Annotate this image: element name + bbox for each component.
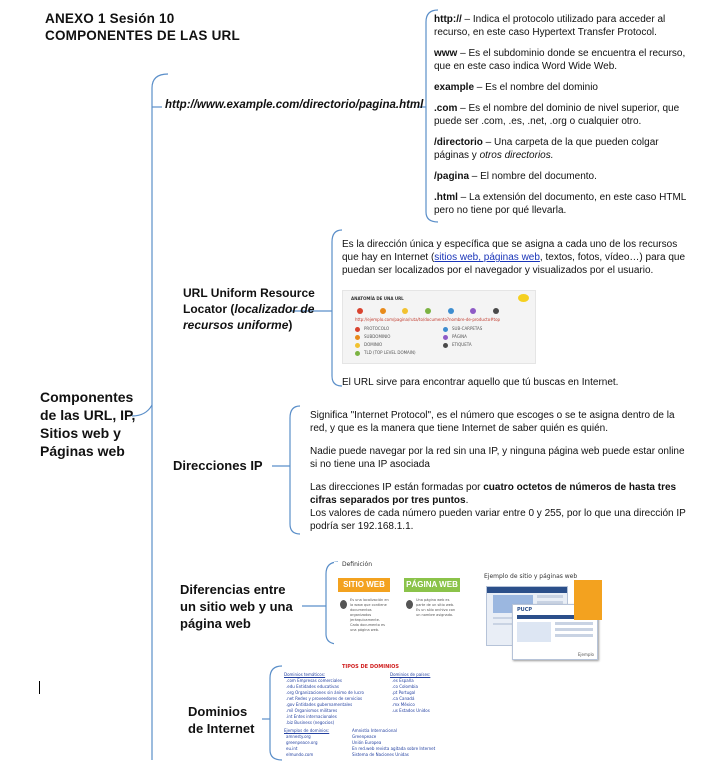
- url-anatomy-legend-left: [355, 326, 416, 356]
- dot-icon: [402, 308, 408, 314]
- url-desc-text: , textos, fotos, vídeo…) para que puedan ser localizados por el navegador y visualizados por el usuario.: [342, 252, 685, 276]
- url-part-item: [434, 47, 692, 73]
- legend-label: SUB-CARPETAS: [452, 326, 483, 331]
- ip-desc-text: .: [465, 495, 469, 506]
- title-line-2: COMPONENTES DE LAS URL: [45, 28, 240, 43]
- ip-desc-paragraph: [310, 481, 690, 507]
- document-title: [45, 10, 240, 44]
- dot-icon: [448, 308, 454, 314]
- examples-right: [352, 728, 470, 758]
- country-item: .pt Portugal: [392, 690, 416, 695]
- url-node-italic: localizador de: [234, 302, 315, 316]
- url-part-text: – Una carpeta de la que pueden colgar páginas y: [434, 137, 659, 161]
- generic-item: .edu Entidades educativas: [286, 684, 339, 689]
- generic-item: .com Empresas comerciales: [286, 678, 342, 683]
- example-domain: amnesty.org: [286, 734, 311, 739]
- dom-bracket: [270, 666, 282, 760]
- examples-left: [286, 734, 346, 758]
- text-cursor: [39, 681, 40, 694]
- url-part-text: – Es el subdominio donde se encuentra el recurso, que en este caso indica Word Wide Web.: [434, 48, 686, 72]
- url-part-text: – Es el nombre del dominio de nivel superior, que puede ser .com, .es, .net, .org o cualquier otro.: [434, 103, 680, 127]
- main-topic-line: Páginas web: [40, 443, 125, 459]
- url-anatomy-badge: [518, 294, 529, 302]
- url-description: [342, 238, 687, 277]
- ip-desc-paragraph: Nadie puede navegar por la red sin una IP, y ninguna página web puede estar online si no tiene una IP asociada: [310, 446, 685, 470]
- legend-label: TLD (TOP LEVEL DOMAIN): [364, 350, 416, 355]
- diff-node-line: página web: [180, 616, 251, 631]
- example-owner: Amnistía Internacional: [352, 728, 397, 733]
- dot-icon: [470, 308, 476, 314]
- generic-item: .int Entes internacionales: [286, 714, 337, 719]
- ip-description: [310, 409, 690, 533]
- dom-node-line: Dominios: [188, 704, 248, 719]
- generic-item: .gov Entidades gubernamentales: [286, 702, 353, 707]
- url-part-item: [434, 191, 692, 217]
- dot-icon: [493, 308, 499, 314]
- country-item: .es España: [392, 678, 414, 683]
- diff-node-line: Diferencias entre: [180, 582, 286, 597]
- url-desc-text: Es la dirección única y específica que se asigna a cada uno de los recursos que hay en Internet (: [342, 239, 678, 263]
- example-brand: PUCP: [517, 607, 533, 613]
- generic-item: .mil Organismos militares: [286, 708, 338, 713]
- url-part-text: – La extensión del documento, en este caso HTML pero no tiene por qué llevarla.: [434, 192, 686, 216]
- dot-icon: [425, 308, 431, 314]
- url-anatomy-sample: http://ejemplo.com/pagina/ruta/to/documento?nombre-de-producto#top: [355, 317, 501, 322]
- country-item: .co Colombia: [392, 684, 418, 689]
- url-part-term: .html: [434, 192, 458, 203]
- country-list: [392, 678, 470, 714]
- example-domain: eu.int: [286, 746, 298, 751]
- examples-title: Ejemplos de dominios:: [284, 728, 330, 733]
- person-icon: [340, 600, 347, 609]
- generic-title: Dominios temáticos:: [284, 672, 326, 677]
- title-line-1: ANEXO 1 Sesión 10: [45, 11, 175, 26]
- main-topic-line: Componentes: [40, 389, 134, 405]
- example-domain: elmundo.com: [286, 752, 314, 757]
- url-part-text: – Indica el protocolo utilizado para acceder al recurso, en este caso Hypertext Transfer Protocol.: [434, 14, 666, 38]
- diff-node-line: un sitio web y una: [180, 599, 293, 614]
- dom-node-line: de Internet: [188, 721, 255, 736]
- url-node-italic: recursos uniforme: [183, 318, 289, 332]
- ip-desc-paragraph: Los valores de cada número pueden variar entre 0 y 255, por lo que una dirección IP podría ser 192.168.1.1.: [310, 508, 686, 532]
- url-node-bracket: [332, 230, 342, 386]
- country-item: .ca Canadá: [392, 696, 415, 701]
- example-title: Ejemplo de sitio y páginas web: [484, 573, 578, 580]
- main-topic-line: Sitios web y: [40, 425, 121, 441]
- url-anatomy-title: ANATOMÍA DE UNA URL: [351, 296, 404, 301]
- example-footer: Ejemplo: [577, 652, 594, 657]
- url-part-italic: otros directorios.: [479, 150, 554, 161]
- url-node-label: [183, 285, 315, 333]
- ip-desc-text: Las direcciones IP están formadas por: [310, 482, 484, 493]
- url-anatomy-image: [342, 290, 536, 364]
- legend-label: ETIQUETA: [452, 342, 472, 347]
- dot-icon: [357, 308, 363, 314]
- example-owner: Greenpeace: [352, 734, 377, 739]
- dom-node-label: [188, 703, 254, 737]
- main-topic-line: de las URL, IP,: [40, 407, 136, 423]
- legend-label: SUBDOMINIO: [364, 334, 391, 339]
- definition-heading: Definición: [342, 561, 372, 568]
- url-part-item: [434, 170, 692, 183]
- url-node-line: URL Uniform Resource: [183, 286, 315, 300]
- url-part-item: [434, 81, 692, 94]
- url-part-term: http://: [434, 14, 462, 25]
- generic-item: .org Organizaciones sin ánimo de lucro: [286, 690, 364, 695]
- url-part-item: [434, 102, 692, 128]
- example-page-3: [574, 580, 602, 620]
- url-part-term: example: [434, 82, 475, 93]
- example-owner: Sistema de Naciones Unidas: [352, 752, 409, 757]
- main-topic: [40, 388, 135, 460]
- country-item: .mx México: [392, 702, 415, 707]
- ip-desc-bold: cuatro octetos de números de hasta tres cifras separados por tres puntos: [310, 482, 677, 506]
- generic-item: .biz Business (negocios): [286, 720, 335, 725]
- url-node-text: ): [288, 318, 293, 332]
- url-part-item: [434, 136, 692, 162]
- person-icon: [406, 600, 413, 609]
- domain-types-title: TIPOS DE DOMINIOS: [342, 664, 399, 670]
- ip-desc-paragraph: Significa "Internet Protocol", es el número que escoges o se te asigna dentro de la red, y que es la manera que tiene Internet de saber quién es quién.: [310, 410, 675, 434]
- legend-label: PROTOCOLO: [364, 326, 390, 331]
- site-text: Es una localización en la www que contiene documentos organizados jerárquicamente. Cada documento es una página web.: [350, 598, 389, 632]
- url-node-text: Locator (: [183, 302, 235, 316]
- page-text: Una página web es parte de un sitio web. Es un sólo archivo con un nombre asignado.: [416, 598, 456, 617]
- url-part-term: /pagina: [434, 171, 470, 182]
- url-parts-list: [434, 13, 692, 217]
- country-title: Dominios de países:: [390, 672, 431, 677]
- generic-item: .net Redes y proveedores de servicios: [286, 696, 363, 701]
- legend-label: DOMINIO: [364, 342, 383, 347]
- url-anatomy-legend-right: [443, 326, 482, 348]
- site-example-image: [478, 574, 606, 660]
- url-part-text: – Es el nombre del dominio: [474, 82, 598, 93]
- country-item: .us Estados Unidos: [392, 708, 430, 713]
- diff-node-label: [180, 581, 293, 632]
- site-label: SITIO WEB: [338, 578, 390, 592]
- ip-node-label: Direcciones IP: [173, 458, 263, 473]
- url-part-term: /directorio: [434, 137, 483, 148]
- example-header: [487, 587, 567, 593]
- url-part-text: – El nombre del documento.: [469, 171, 597, 182]
- domain-types-image: [282, 662, 472, 762]
- generic-list: [286, 678, 386, 726]
- example-owner: En red.web revista agitada sobre Internet: [352, 746, 436, 751]
- url-desc-link[interactable]: sitios web, páginas web: [434, 252, 540, 263]
- example-domain: greenpeace.org: [286, 740, 318, 745]
- site-vs-page-image: [334, 562, 464, 646]
- url-part-term: .com: [434, 103, 458, 114]
- legend-label: PÁGINA: [452, 334, 467, 339]
- url-part-term: www: [434, 48, 458, 59]
- url-anatomy-dots: [357, 308, 503, 314]
- main-bracket: [152, 74, 168, 760]
- url-purpose: El URL sirve para encontrar aquello que tú buscas en Internet.: [342, 377, 619, 388]
- dot-icon: [380, 308, 386, 314]
- url-example: http://www.example.com/directorio/pagina.html: [165, 99, 424, 111]
- ip-bracket: [290, 406, 300, 534]
- example-owner: Unión Europea: [352, 740, 382, 745]
- url-part-item: [434, 13, 692, 39]
- page-label: PÁGINA WEB: [404, 578, 460, 592]
